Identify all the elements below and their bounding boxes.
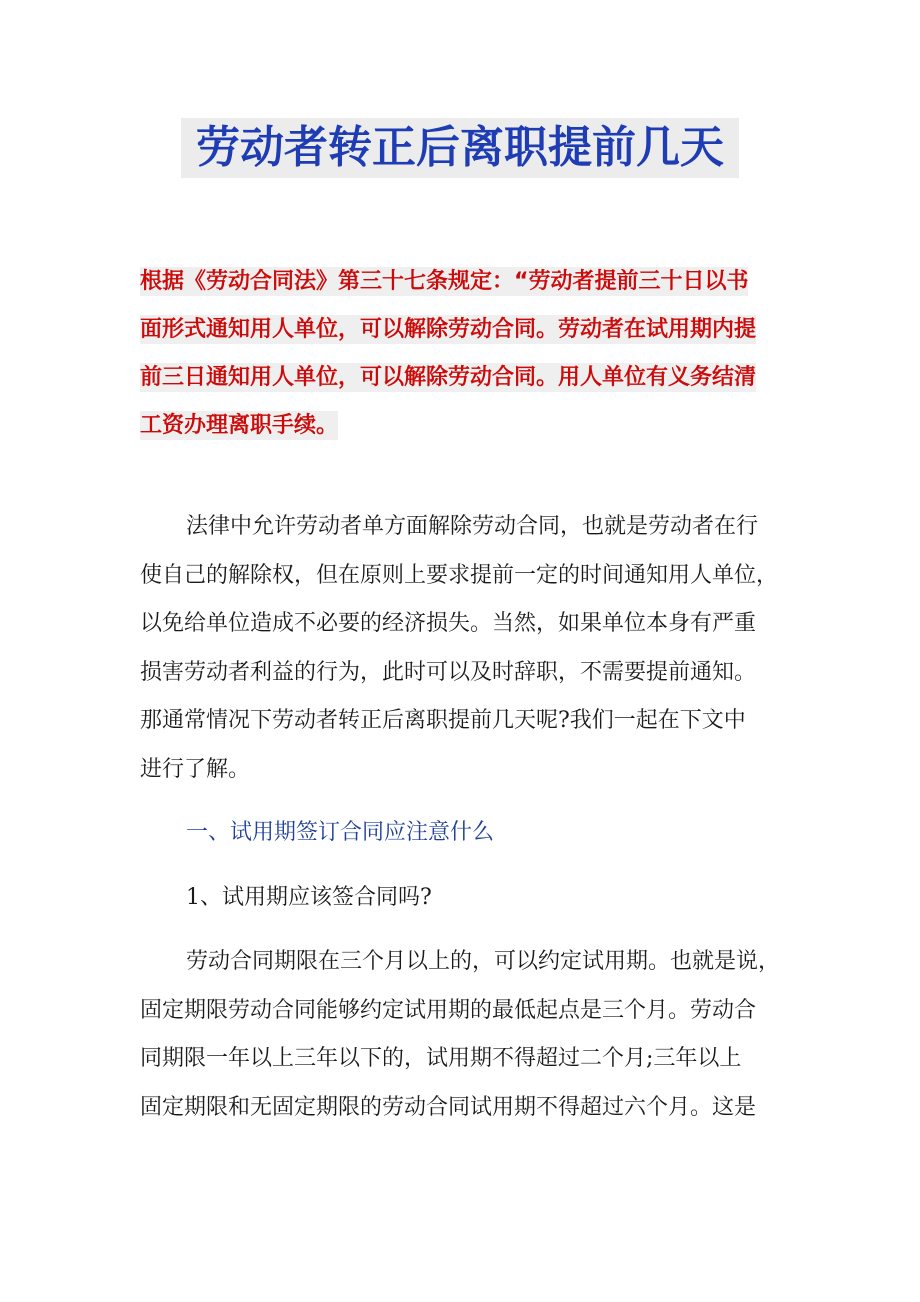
quote-line: 前三日通知用人单位，可以解除劳动合同。用人单位有义务结清: [140, 365, 757, 390]
sub-heading: 1、试用期应该签合同吗?: [186, 885, 432, 910]
paragraph-line: 劳动合同期限在三个月以上的，可以约定试用期。也就是说，: [186, 949, 781, 974]
paragraph-line: 那通常情况下劳动者转正后离职提前几天呢?我们一起在下文中: [140, 708, 746, 733]
intro-paragraph: [140, 503, 785, 794]
paragraph-line: 使自己的解除权，但在原则上要求提前一定的时间通知用人单位，: [140, 562, 779, 588]
section-heading: 一、试用期签订合同应注意什么: [186, 820, 495, 845]
law-quote: [140, 258, 785, 450]
paragraph-line: 进行了解。: [140, 756, 251, 782]
paragraph-line: 损害劳动者利益的行为，此时可以及时辞职，不需要提前通知。: [140, 659, 757, 685]
paragraph-line: 固定期限和无固定期限的劳动合同试用期不得超过六个月。这是: [140, 1094, 757, 1120]
quote-line: 工资办理离职手续。: [140, 413, 339, 438]
paragraph-line: 同期限一年以上三年以下的，试用期不得超过二个月;三年以上: [140, 1046, 742, 1071]
document-title: 劳动者转正后离职提前几天: [181, 118, 739, 178]
quote-line: 面形式通知用人单位，可以解除劳动合同。劳动者在试用期内提: [140, 317, 757, 342]
paragraph-line: 以免给单位造成不必要的经济损失。当然，如果单位本身有严重: [140, 611, 757, 636]
paragraph-line: 固定期限劳动合同能够约定试用期的最低起点是三个月。劳动合: [140, 997, 757, 1023]
quote-line: 根据《劳动合同法》第三十七条规定：“劳动者提前三十日以书: [140, 269, 749, 294]
paragraph-line: 法律中允许劳动者单方面解除劳动合同，也就是劳动者在行: [186, 514, 759, 539]
trial-period-paragraph: [140, 938, 785, 1132]
